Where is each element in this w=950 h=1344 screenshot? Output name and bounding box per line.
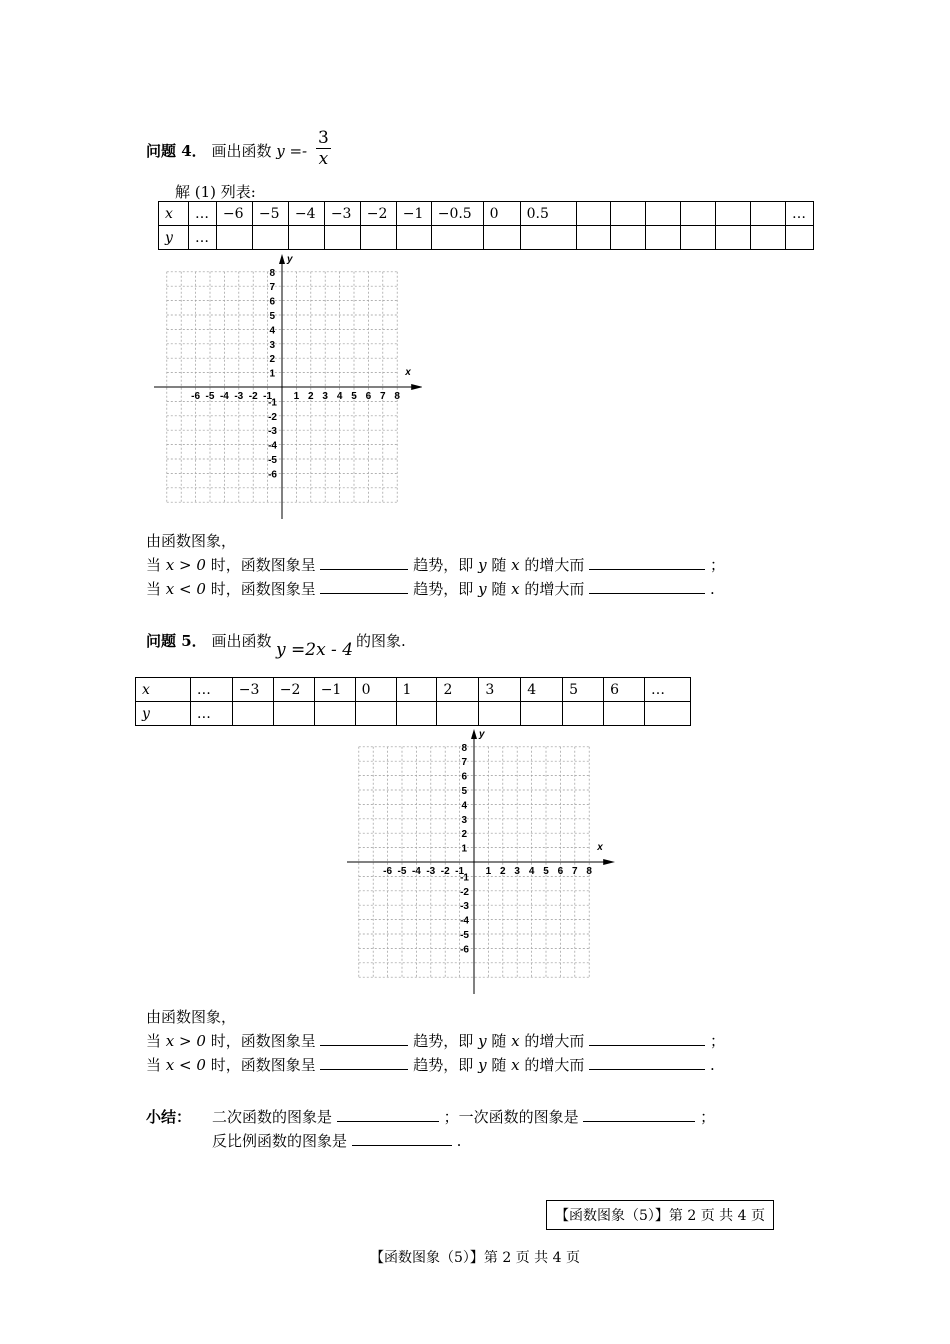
summary-inverse-text: 反比例函数的图象是	[212, 1132, 348, 1150]
problem4-heading: 问题 4．	[146, 142, 207, 160]
punctuation: ；	[700, 1108, 716, 1126]
table-cell: −1	[396, 202, 431, 226]
summary-linear-text: ；一次函数的图象是	[443, 1108, 579, 1126]
problem5-conclusion-line1	[146, 1030, 725, 1051]
x-tick-label: -5	[397, 866, 407, 877]
x-tick-label: -5	[205, 391, 215, 402]
y-tick-label: 3	[461, 814, 467, 826]
text-graph-shows: 时，函数图象呈	[210, 580, 316, 598]
answer-blank[interactable]	[320, 568, 408, 570]
punctuation: ；	[709, 1032, 725, 1050]
var-x: x	[511, 1056, 520, 1074]
table-cell[interactable]	[232, 702, 273, 726]
summary-label: 小结：	[146, 1108, 192, 1126]
table-cell: 0	[355, 678, 396, 702]
table-cell[interactable]	[437, 702, 479, 726]
y-axis-label: y	[479, 729, 485, 740]
problem4-prompt: 画出函数	[211, 142, 272, 160]
var-y: y	[478, 1032, 487, 1050]
y-tick-label: -1	[460, 872, 469, 884]
table-cell[interactable]	[644, 702, 690, 726]
table-row-y	[136, 702, 691, 726]
x-tick-label: 6	[365, 391, 372, 402]
table-cell[interactable]	[646, 202, 681, 226]
summary-quadratic-text: 二次函数的图象是	[212, 1108, 333, 1126]
text-increase: 的增大而	[524, 556, 585, 574]
problem5-suffix: 的图象.	[356, 632, 406, 650]
var-x: x	[511, 556, 520, 574]
condition-x-positive: x > 0	[165, 556, 206, 574]
answer-blank[interactable]	[320, 592, 408, 594]
problem5-coordinate-grid	[343, 727, 615, 997]
y-tick-label: 7	[269, 282, 275, 294]
y-tick-label: -6	[460, 944, 469, 956]
table-cell: −2	[360, 202, 396, 226]
table-cell: 4	[521, 678, 563, 702]
table-cell[interactable]	[646, 226, 681, 250]
problem5-title-line	[146, 630, 271, 651]
table-cell: …	[190, 702, 232, 726]
y-tick-label: 3	[269, 339, 275, 351]
text-follow: 随	[491, 1032, 507, 1050]
problem4-coordinate-grid	[150, 252, 422, 522]
table-row-x	[159, 202, 814, 226]
y-tick-label: 4	[269, 325, 275, 337]
x-tick-label: -4	[411, 866, 421, 877]
table-cell[interactable]	[431, 226, 483, 250]
x-tick-label: 5	[543, 866, 549, 877]
y-tick-label: 1	[269, 368, 275, 380]
y-tick-label: 6	[461, 771, 467, 783]
x-tick-label: -3	[234, 391, 244, 402]
punctuation: .	[709, 580, 715, 598]
table-cell[interactable]	[360, 226, 396, 250]
table-cell[interactable]	[314, 702, 355, 726]
text-when: 当	[146, 1056, 162, 1074]
x-tick-label: -2	[440, 866, 450, 877]
y-tick-label: -3	[460, 901, 469, 913]
y-tick-label: 8	[461, 742, 467, 754]
table-cell: −3	[324, 202, 360, 226]
table-cell[interactable]	[520, 226, 576, 250]
table-cell[interactable]	[288, 226, 324, 250]
table-cell[interactable]	[751, 202, 786, 226]
x-tick-label: 3	[514, 866, 520, 877]
table-cell[interactable]	[479, 702, 521, 726]
x-tick-label: -4	[219, 391, 229, 402]
table-cell[interactable]	[785, 226, 813, 250]
problem4-fraction	[316, 128, 331, 170]
answer-blank[interactable]	[583, 1120, 695, 1122]
y-axis-label: y	[287, 254, 293, 265]
y-tick-label: 8	[269, 267, 275, 279]
table-cell[interactable]	[681, 202, 716, 226]
condition-x-negative: x < 0	[165, 580, 206, 598]
table-cell: 5	[563, 678, 604, 702]
x-tick-label: 4	[336, 391, 343, 402]
y-tick-label: -6	[268, 469, 277, 481]
table-cell: −2	[273, 678, 314, 702]
y-tick-label: 2	[269, 354, 275, 366]
answer-blank[interactable]	[320, 1068, 408, 1070]
problem4-value-table	[158, 201, 814, 250]
y-tick-label: -5	[460, 930, 469, 941]
table-cell[interactable]	[751, 226, 786, 250]
text-trend: 趋势，即	[413, 1032, 474, 1050]
table-cell: 2	[437, 678, 479, 702]
text-when: 当	[146, 580, 162, 598]
table-cell: 0	[483, 202, 520, 226]
x-tick-label: 1	[485, 866, 492, 877]
text-increase: 的增大而	[524, 1056, 585, 1074]
problem4-conclusion-line2	[146, 578, 715, 599]
x-tick-label: 8	[586, 866, 592, 877]
answer-blank[interactable]	[589, 1044, 705, 1046]
table-cell: −0.5	[431, 202, 483, 226]
problem4-conclusion-line1	[146, 554, 725, 575]
table-cell: …	[785, 202, 813, 226]
table-cell: −4	[288, 202, 324, 226]
table-cell: …	[188, 202, 216, 226]
var-y: y	[478, 1056, 487, 1074]
var-y: y	[478, 556, 487, 574]
text-graph-shows: 时，函数图象呈	[210, 1056, 316, 1074]
problem5-value-table	[135, 677, 691, 726]
y-tick-label: 2	[461, 829, 467, 841]
answer-blank[interactable]	[589, 592, 705, 594]
var-y: y	[478, 580, 487, 598]
table-cell: −3	[232, 678, 273, 702]
x-tick-label: 7	[380, 391, 386, 402]
y-tick-label: -4	[460, 915, 469, 927]
x-tick-label: 2	[308, 391, 314, 402]
text-follow: 随	[491, 556, 507, 574]
text-follow: 随	[491, 580, 507, 598]
table-cell: …	[644, 678, 690, 702]
text-trend: 趋势，即	[413, 580, 474, 598]
table-cell: 3	[479, 678, 521, 702]
table-cell[interactable]	[324, 226, 360, 250]
y-tick-label: -2	[460, 886, 469, 898]
table-cell: 0.5	[520, 202, 576, 226]
problem5-conclusion-lead: 由函数图象，	[146, 1008, 237, 1026]
table-cell[interactable]	[521, 702, 563, 726]
x-tick-label: 5	[351, 391, 357, 402]
table-cell[interactable]	[252, 226, 288, 250]
y-axis-arrow-icon	[471, 729, 477, 739]
problem5-conclusion-line2	[146, 1054, 715, 1075]
punctuation: .	[456, 1132, 462, 1150]
answer-blank[interactable]	[589, 568, 705, 570]
problem4-title-line	[146, 140, 307, 161]
y-tick-label: -5	[268, 455, 277, 466]
x-tick-label: 1	[293, 391, 300, 402]
y-tick-label: -2	[268, 411, 277, 423]
answer-blank[interactable]	[337, 1120, 439, 1122]
text-trend: 趋势，即	[413, 1056, 474, 1074]
table-row-x	[136, 678, 691, 702]
condition-x-positive: x > 0	[165, 1032, 206, 1050]
x-tick-label: 2	[500, 866, 506, 877]
y-tick-label: 5	[269, 311, 275, 322]
table-cell[interactable]	[604, 702, 645, 726]
table-cell: −5	[252, 202, 288, 226]
y-tick-label: -3	[268, 426, 277, 438]
x-tick-label: 4	[528, 866, 535, 877]
var-x: x	[511, 1032, 520, 1050]
table-row-header: y	[136, 702, 191, 726]
problem5-function: y =2x - 4	[276, 640, 354, 660]
table-cell: …	[188, 226, 216, 250]
table-cell: …	[190, 678, 232, 702]
problem4-fn-numerator: 3	[318, 128, 329, 148]
problem5-prompt: 画出函数	[211, 632, 272, 650]
text-when: 当	[146, 556, 162, 574]
text-when: 当	[146, 1032, 162, 1050]
table-cell[interactable]	[611, 202, 646, 226]
table-row-y	[159, 226, 814, 250]
punctuation: ；	[709, 556, 725, 574]
table-row-header: x	[136, 678, 191, 702]
text-follow: 随	[491, 1056, 507, 1074]
problem4-fn-lhs: y =-	[276, 142, 308, 160]
table-cell: 1	[396, 678, 437, 702]
table-cell[interactable]	[716, 226, 751, 250]
x-tick-label: 3	[322, 391, 328, 402]
answer-blank[interactable]	[589, 1068, 705, 1070]
x-tick-label: 7	[572, 866, 578, 877]
x-tick-label: -6	[191, 391, 201, 402]
y-tick-label: 4	[461, 800, 467, 812]
table-cell[interactable]	[576, 226, 611, 250]
text-trend: 趋势，即	[413, 556, 474, 574]
var-x: x	[511, 580, 520, 598]
table-cell[interactable]	[716, 202, 751, 226]
table-row-header: y	[159, 226, 189, 250]
x-tick-label: -2	[248, 391, 258, 402]
x-tick-label: 6	[557, 866, 564, 877]
table-cell[interactable]	[611, 226, 646, 250]
answer-blank[interactable]	[352, 1144, 452, 1146]
table-cell[interactable]	[216, 226, 252, 250]
table-cell[interactable]	[396, 226, 431, 250]
x-axis-label: x	[405, 367, 411, 378]
footer-page-box: 【函数图象（5）】第 2 页 共 4 页	[546, 1200, 774, 1230]
text-graph-shows: 时，函数图象呈	[210, 1032, 316, 1050]
table-cell[interactable]	[576, 202, 611, 226]
table-cell: 6	[604, 678, 645, 702]
y-tick-label: 7	[461, 757, 467, 769]
y-tick-label: -4	[268, 440, 277, 452]
y-tick-label: 6	[269, 296, 275, 308]
y-tick-label: 1	[461, 843, 467, 855]
table-row-header: x	[159, 202, 189, 226]
footer-page-label: 【函数图象（5）】第 2 页 共 4 页	[370, 1250, 580, 1266]
summary-line1	[212, 1106, 715, 1127]
table-cell[interactable]	[681, 226, 716, 250]
text-increase: 的增大而	[524, 1032, 585, 1050]
problem4-solution-label: 解 (1) 列表:	[175, 183, 256, 201]
x-tick-label: -1	[263, 391, 273, 402]
x-tick-label: -6	[383, 866, 393, 877]
table-cell[interactable]	[355, 702, 396, 726]
y-tick-label: 5	[461, 786, 467, 797]
x-axis-label: x	[597, 842, 603, 853]
problem5-heading: 问题 5．	[146, 632, 207, 650]
table-cell[interactable]	[563, 702, 604, 726]
x-axis-arrow-icon	[411, 384, 422, 390]
condition-x-negative: x < 0	[165, 1056, 206, 1074]
x-tick-label: 8	[394, 391, 400, 402]
y-tick-label: -1	[268, 397, 277, 409]
punctuation: .	[709, 1056, 715, 1074]
y-axis-arrow-icon	[279, 254, 285, 264]
x-tick-label: -3	[426, 866, 436, 877]
table-cell[interactable]	[273, 702, 314, 726]
problem4-fn-denominator: x	[318, 149, 329, 170]
x-axis-arrow-icon	[603, 859, 615, 865]
summary-line2	[212, 1130, 461, 1151]
table-cell[interactable]	[483, 226, 520, 250]
table-cell: −6	[216, 202, 252, 226]
text-graph-shows: 时，函数图象呈	[210, 556, 316, 574]
text-increase: 的增大而	[524, 580, 585, 598]
problem4-conclusion-lead: 由函数图象，	[146, 532, 237, 550]
table-cell[interactable]	[396, 702, 437, 726]
x-tick-label: -1	[455, 866, 465, 877]
answer-blank[interactable]	[320, 1044, 408, 1046]
table-cell: −1	[314, 678, 355, 702]
